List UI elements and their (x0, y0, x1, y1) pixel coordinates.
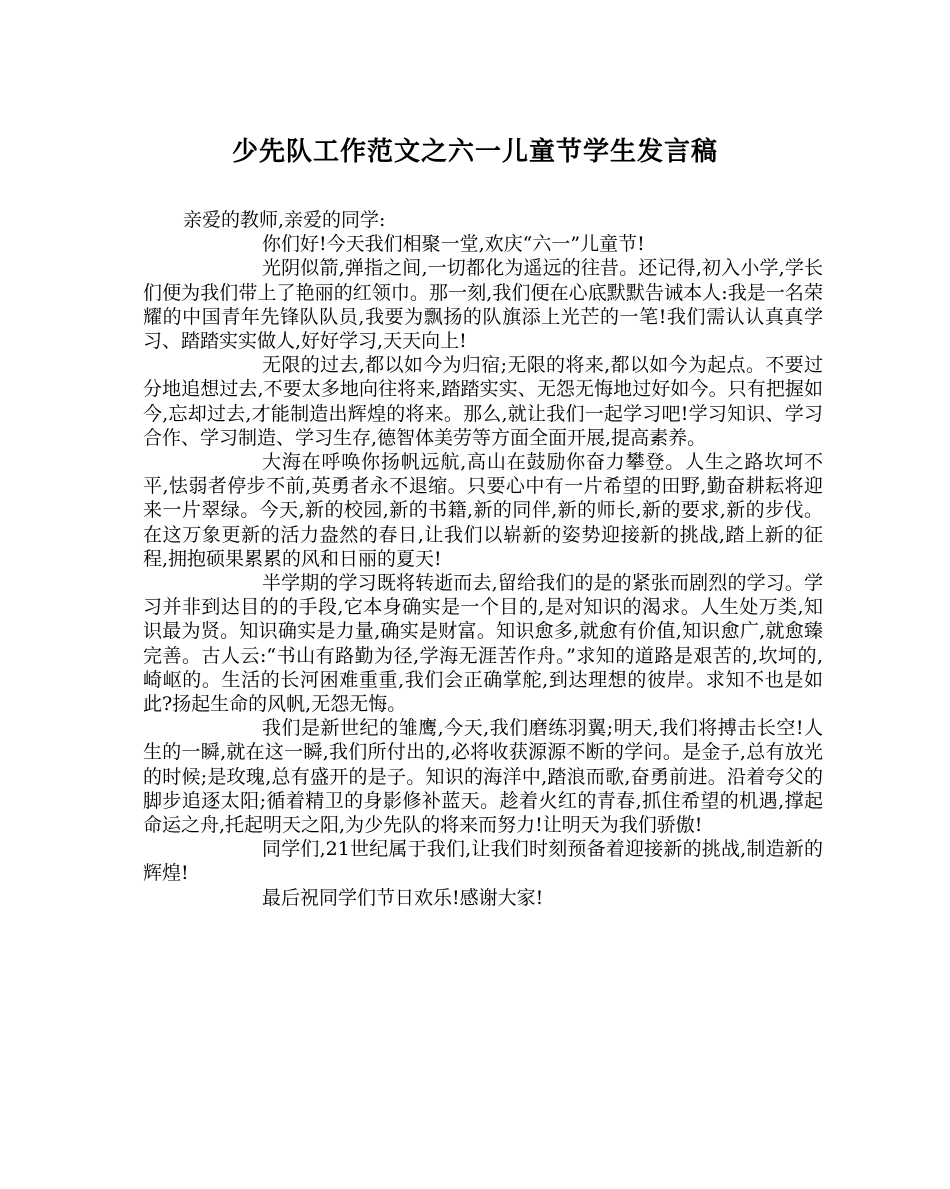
paragraph-6: 我们是新世纪的雏鹰,今天,我们磨练羽翼;明天,我们将搏击长空!人生的一瞬,就在这一瞬,我们所付出的,必将收获源源不断的学问。是金子,总有放光的时候;是玫瑰,总有盛开的是子。知识的海洋中,踏浪而歌,奋勇前进。沿着夸父的脚步追逐太阳;循着精卫的身影修补蓝天。趁着火红的青春,抓住希望的机遇,撑起命运之舟,托起明天之阳,为少先队的将来而努力!让明天为我们骄傲! (143, 717, 823, 837)
document-title: 少先队工作范文之六一儿童节学生发言稿 (231, 137, 718, 167)
paragraph-2: 光阴似箭,弹指之间,一切都化为遥远的往昔。还记得,初入小学,学长们便为我们带上了艳丽的红领巾。那一刻,我们便在心底默默告诫本人:我是一名荣耀的中国青年先锋队队员,我要为飘扬的队旗添上光芒的一笔!我们需认认真真学习、踏踏实实做人,好好学习,天天向上! (143, 257, 823, 353)
paragraph-7: 同学们,21世纪属于我们,让我们时刻预备着迎接新的挑战,制造新的辉煌! (143, 838, 823, 885)
document-body (143, 208, 823, 910)
paragraph-5: 半学期的学习既将转逝而去,留给我们的是的紧张而剧烈的学习。学习并非到达目的的手段,它本身确实是一个目的,是对知识的渴求。人生处万类,知识最为贤。知识确实是力量,确实是财富。知识愈多,就愈有价值,知识愈广,就愈臻完善。古人云:“书山有路勤为径,学海无涯苦作舟。”求知的道路是艰苦的,坎坷的,崎岖的。生活的长河困难重重,我们会正确掌舵,到达理想的彼岸。求知不也是如此?扬起生命的风帆,无怨无悔。 (143, 572, 823, 716)
paragraph-4: 大海在呼唤你扬帆远航,高山在鼓励你奋力攀登。人生之路坎坷不平,怯弱者停步不前,英勇者永不退缩。只要心中有一片希望的田野,勤奋耕耘将迎来一片翠绿。今天,新的校园,新的书籍,新的同伴,新的师长,新的要求,新的步伐。在这万象更新的活力盎然的春日,让我们以崭新的姿势迎接新的挑战,踏上新的征程,拥抱硕果累累的风和日丽的夏天! (143, 451, 823, 570)
paragraph-8: 最后祝同学们节日欢乐!感谢大家! (262, 886, 544, 909)
greeting-line: 亲爱的教师,亲爱的同学: (183, 209, 386, 231)
paragraph-1: 你们好!今天我们相聚一堂,欢庆“六一”儿童节! (262, 233, 645, 256)
paragraph-3: 无限的过去,都以如今为归宿;无限的将来,都以如今为起点。不要过分地追想过去,不要太多地向往将来,踏踏实实、无怨无悔地过好如今。只有把握如今,忘却过去,才能制造出辉煌的将来。那么,就让我们一起学习吧!学习知识、学习合作、学习制造、学习生存,德智体美劳等方面全面开展,提高素养。 (143, 354, 823, 449)
